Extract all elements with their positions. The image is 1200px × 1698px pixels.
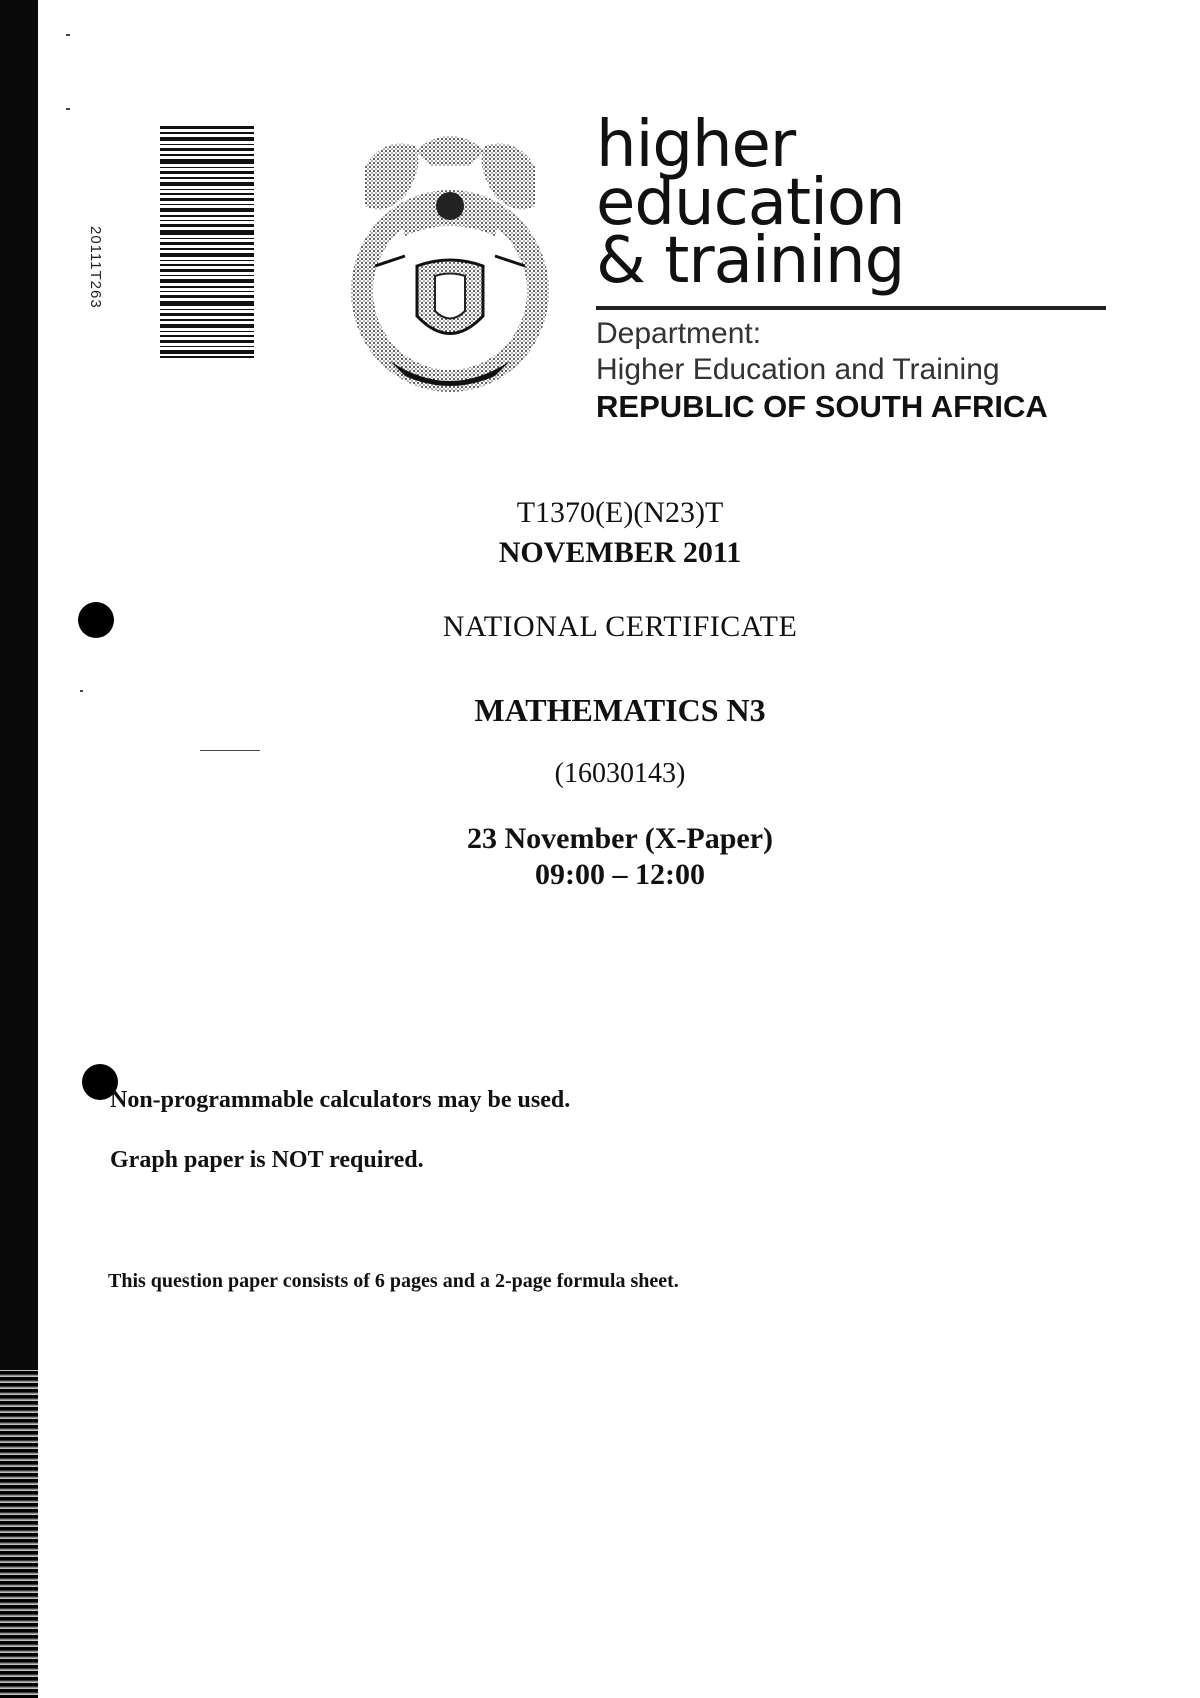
brand-line-1: higher education [596, 108, 905, 240]
subject-title: MATHEMATICS N3 [474, 692, 766, 728]
scan-edge-noise [0, 1370, 38, 1698]
coat-of-arms-emblem [345, 126, 555, 396]
exam-date: 23 November (X-Paper) [466, 822, 774, 855]
scan-speck [66, 34, 70, 36]
barcode-number: 20111T263 [87, 226, 104, 309]
exam-month-year: NOVEMBER 2011 [498, 536, 742, 569]
calculator-instruction: Non-programmable calculators may be used. [110, 1087, 571, 1113]
exam-time: 09:00 – 12:00 [535, 858, 705, 891]
graph-paper-instruction: Graph paper is NOT required. [110, 1147, 424, 1173]
paper-code: T1370(E)(N23)T [516, 496, 724, 529]
brand-divider [596, 306, 1106, 310]
department-branding [596, 108, 1116, 426]
punch-hole-top [78, 602, 114, 638]
scan-speck [200, 750, 260, 751]
department-name: Higher Education and Training [596, 353, 1000, 386]
scan-speck [80, 690, 83, 692]
scan-speck [66, 108, 70, 110]
barcode-image [160, 126, 254, 358]
department-label: Department: [596, 317, 762, 350]
scan-edge-shadow [0, 0, 38, 1698]
certificate-title: NATIONAL CERTIFICATE [442, 610, 798, 643]
subject-code: (16030143) [554, 758, 686, 789]
country-name: REPUBLIC OF SOUTH AFRICA [596, 389, 1048, 424]
page-count-note: This question paper consists of 6 pages and a 2-page formula sheet. [108, 1270, 679, 1292]
brand-line-2: & training [596, 224, 905, 298]
